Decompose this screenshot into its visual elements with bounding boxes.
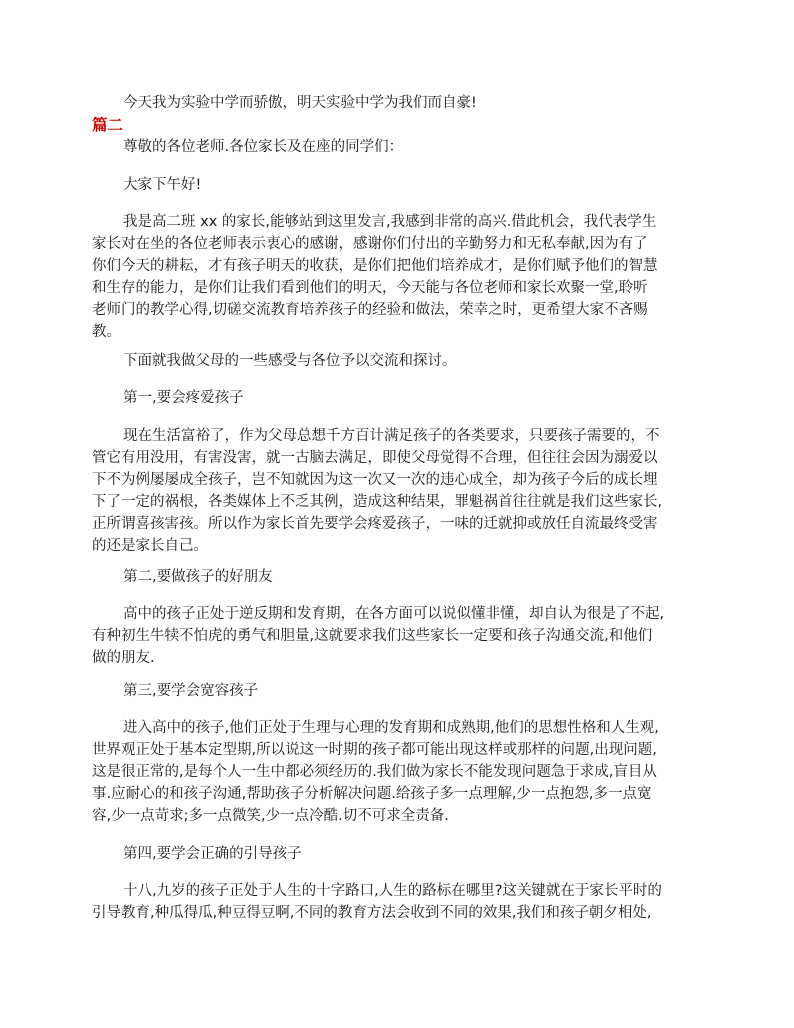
heading-2: 第二,要做孩子的好朋友 — [123, 569, 273, 585]
paragraph-line: 容,少一点苛求;多一点微笑,少一点冷酷.切不可求全责备. — [92, 808, 449, 824]
paragraph-line: 事.应耐心的和孩子沟通,帮助孩子分析解决问题.给孩子多一点理解,少一点抱怨,多一点宽 — [92, 786, 652, 802]
paragraph-line: 下了一定的祸根，各类媒体上不乏其例，造成这种结果，罪魁祸首往往就是我们这些家长, — [92, 494, 663, 510]
paragraph-line: 进入高中的孩子,他们正处于生理与心理的发育期和成熟期,他们的思想性格和人生观, — [123, 720, 659, 736]
paragraph-line: 你们今天的耕耘，才有孩子明天的收获，是你们把他们培养成才，是你们赋予他们的智慧 — [92, 258, 658, 274]
greeting-line: 尊敬的各位老师.各位家长及在座的同学们： — [123, 139, 404, 155]
intro-closing-line: 今天我为实验中学而骄傲，明天实验中学为我们而自豪! — [123, 95, 477, 111]
paragraph-line: 老师门的教学心得,切磋交流教育培养孩子的经验和做法，荣幸之时，更希望大家不吝赐 — [92, 302, 648, 318]
paragraph-line: 世界观正处于基本定型期,所以说这一时期的孩子都可能出现这样或那样的问题,出现问题, — [92, 742, 657, 758]
paragraph-line: 管它有用没用，有害没害，就一古脑去满足，即使父母觉得不合理，但往往会因为溺爱以 — [92, 450, 658, 466]
paragraph-line: 做的朋友. — [92, 650, 155, 666]
paragraph-line: 这是很正常的,是每个人一生中都必须经历的.我们做为家长不能发现问题急于求成,盲目从 — [92, 764, 657, 780]
paragraph-line: 十八,九岁的孩子正处于人生的十字路口,人生的路标在哪里?这关键就在于家长平时的 — [123, 883, 662, 899]
paragraph-line: 有种初生牛犊不怕虎的勇气和胆量,这就要求我们这些家长一定要和孩子沟通交流,和他们 — [92, 628, 653, 644]
paragraph-line: 现在生活富裕了，作为父母总想千方百计满足孩子的各类要求，只要孩子需要的，不 — [123, 428, 660, 444]
section-title: 篇二 — [92, 116, 124, 134]
paragraph-2: 下面就我做父母的一些感受与各位予以交流和探讨。 — [123, 353, 457, 369]
paragraph-line: 高中的孩子正处于逆反期和发育期，在各方面可以说似懂非懂，却自认为很是了不起, — [123, 606, 665, 622]
paragraph-line: 教。 — [92, 324, 121, 340]
greeting-line: 大家下午好! — [123, 177, 202, 193]
paragraph-line: 和生存的能力，是你们让我们看到他们的明天，今天能与各位老师和家长欢聚一堂,聆听 — [92, 280, 648, 296]
paragraph-line: 下不为例屡屡成全孩子，岂不知就因为这一次又一次的违心成全，却为孩子今后的成长埋 — [92, 472, 658, 488]
paragraph-line: 正所谓喜孩害孩。所以作为家长首先要学会疼爱孩子，一味的迁就抑或放任自流最终受害 — [92, 516, 658, 532]
paragraph-line: 的还是家长自己。 — [92, 538, 208, 554]
heading-1: 第一,要会疼爱孩子 — [123, 390, 244, 406]
paragraph-line: 引导教育,种瓜得瓜,种豆得豆啊,不同的教育方法会收到不同的效果,我们和孩子朝夕相处, — [92, 905, 652, 921]
paragraph-line: 我是高二班 xx 的家长,能够站到这里发言,我感到非常的高兴.借此机会，我代表学生 — [123, 214, 657, 230]
heading-4: 第四,要学会正确的引导孩子 — [123, 846, 302, 862]
heading-3: 第三,要学会宽容孩子 — [123, 683, 259, 699]
paragraph-line: 家长对在坐的各位老师表示衷心的感谢，感谢你们付出的辛勤努力和无私奉献,因为有了 — [92, 236, 648, 252]
